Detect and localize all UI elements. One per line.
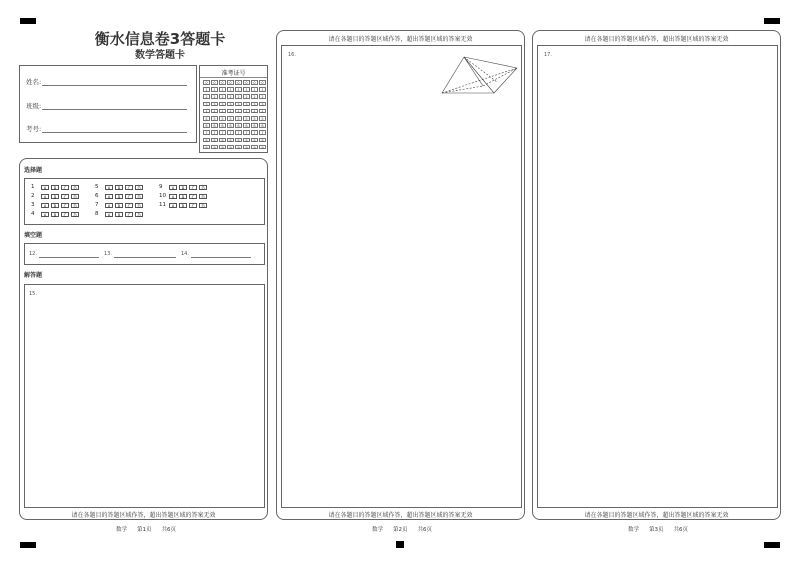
pyramid-figure [437, 52, 521, 102]
exam-no-field[interactable] [42, 132, 187, 133]
choice-question-number: 8 [95, 211, 99, 217]
ticket-digit-bubble[interactable]: 8 [203, 138, 210, 143]
ticket-digit-bubble[interactable]: 8 [227, 138, 234, 143]
ticket-digit-bubble[interactable]: 8 [251, 138, 258, 143]
fill-question-12: 12. [29, 251, 37, 257]
choice-option-bubble[interactable]: A [169, 185, 177, 190]
warning-text-page2-bottom: 请在各题目的答题区域作答，超出答题区域的答案无效 [328, 512, 473, 519]
choice-option-bubble[interactable]: A [41, 212, 49, 217]
ticket-digit-bubble[interactable]: 0 [227, 80, 234, 85]
choice-option-bubble[interactable]: A [41, 203, 49, 208]
ticket-digit-bubble[interactable]: 8 [219, 138, 226, 143]
ticket-digit-bubble[interactable]: 4 [235, 109, 242, 114]
choice-option-bubble[interactable]: B [51, 203, 59, 208]
question-16-number: 16. [288, 52, 296, 58]
choice-option-bubble[interactable]: A [105, 212, 113, 217]
choice-option-bubble[interactable]: D [71, 212, 79, 217]
fill-answer-box [24, 243, 265, 265]
warning-text-page3-top: 请在各题目的答题区域作答，超出答题区域的答案无效 [584, 36, 729, 43]
ticket-digit-bubble[interactable]: 5 [219, 116, 226, 121]
ticket-digit-bubble[interactable]: 1 [203, 87, 210, 92]
choice-option-bubble[interactable]: C [125, 212, 133, 217]
choice-option-bubble[interactable]: B [179, 203, 187, 208]
exam-no-label: 考号: [26, 125, 42, 133]
question-15-number: 15. [29, 291, 37, 297]
footer-total-pages: 共6页 [673, 527, 689, 533]
fill-question-13: 13. [104, 251, 112, 257]
ticket-digit-bubble[interactable]: 1 [227, 87, 234, 92]
choice-question-11 [159, 202, 209, 208]
fill-answer-14[interactable] [191, 257, 251, 258]
ticket-digit-bubble[interactable]: 9 [251, 145, 258, 150]
choice-question-number: 4 [31, 211, 35, 217]
ticket-digit-bubble[interactable]: 2 [211, 94, 218, 99]
warning-text-page3-bottom: 请在各题目的答题区域作答，超出答题区域的答案无效 [584, 512, 729, 519]
ticket-digit-bubble[interactable]: 9 [203, 145, 210, 150]
ticket-digit-bubble[interactable]: 3 [251, 102, 258, 107]
ticket-digit-bubble[interactable]: 4 [203, 109, 210, 114]
fill-answer-13[interactable] [114, 257, 176, 258]
ticket-digit-bubble[interactable]: 4 [211, 109, 218, 114]
choice-option-bubble[interactable]: C [61, 185, 69, 190]
ticket-number-box [199, 65, 268, 153]
choice-question-number: 6 [95, 193, 99, 199]
warning-text-page1: 请在各题目的答题区域作答，超出答题区域的答案无效 [71, 512, 216, 519]
fill-answer-12[interactable] [39, 257, 99, 258]
ticket-digit-bubble[interactable]: 8 [259, 138, 266, 143]
choice-option-bubble[interactable]: D [71, 203, 79, 208]
ticket-digit-bubble[interactable]: 9 [243, 145, 250, 150]
ticket-digit-bubble[interactable]: 1 [259, 87, 266, 92]
choice-option-bubble[interactable]: B [51, 212, 59, 217]
ticket-digit-bubble[interactable]: 2 [243, 94, 250, 99]
choice-option-bubble[interactable]: A [105, 194, 113, 199]
ticket-digit-bubble[interactable]: 6 [251, 123, 258, 128]
footer-page-number: 第2页 [393, 527, 408, 533]
choice-option-bubble[interactable]: C [61, 212, 69, 217]
choice-option-bubble[interactable]: B [179, 194, 187, 199]
ticket-digit-bubble[interactable]: 4 [227, 109, 234, 114]
ticket-digit-bubble[interactable]: 3 [227, 102, 234, 107]
choice-question-6 [95, 193, 145, 199]
sheet-title: 衡水信息卷3答题卡 [94, 30, 226, 48]
ticket-digit-bubble[interactable]: 0 [219, 80, 226, 85]
ticket-digit-bubble[interactable]: 4 [243, 109, 250, 114]
ticket-digit-bubble[interactable]: 0 [259, 80, 266, 85]
choice-answer-box [24, 178, 265, 225]
choice-section-title: 选择题 [24, 167, 43, 174]
choice-option-bubble[interactable]: C [125, 194, 133, 199]
ticket-digit-bubble[interactable]: 0 [235, 80, 242, 85]
choice-question-4 [31, 211, 81, 217]
ticket-digit-bubble[interactable]: 7 [203, 130, 210, 135]
ticket-number-title: 准考证号 [221, 70, 246, 77]
answer-box-17[interactable] [537, 45, 778, 508]
ticket-digit-bubble[interactable]: 2 [227, 94, 234, 99]
choice-option-bubble[interactable]: B [179, 185, 187, 190]
choice-option-bubble[interactable]: D [135, 203, 143, 208]
choice-question-9 [159, 184, 209, 190]
choice-option-bubble[interactable]: B [115, 212, 123, 217]
ticket-digit-bubble[interactable]: 2 [219, 94, 226, 99]
ticket-digit-bubble[interactable]: 6 [235, 123, 242, 128]
ticket-digit-bubble[interactable]: 2 [259, 94, 266, 99]
ticket-digit-bubble[interactable]: 2 [203, 94, 210, 99]
fill-question-14: 14. [181, 251, 189, 257]
ticket-digit-bubble[interactable]: 5 [227, 116, 234, 121]
ticket-digit-bubble[interactable]: 5 [203, 116, 210, 121]
ticket-digit-bubble[interactable]: 0 [243, 80, 250, 85]
choice-option-bubble[interactable]: D [199, 194, 207, 199]
ticket-digit-bubble[interactable]: 9 [211, 145, 218, 150]
choice-question-number: 10 [159, 193, 166, 199]
ticket-digit-bubble[interactable]: 5 [211, 116, 218, 121]
answer-box-15[interactable] [24, 284, 265, 508]
choice-option-bubble[interactable]: A [105, 185, 113, 190]
footer-subject: 数学 [372, 527, 384, 533]
ticket-digit-bubble[interactable]: 3 [259, 102, 266, 107]
choice-question-7 [95, 202, 145, 208]
choice-question-number: 5 [95, 184, 99, 190]
choice-option-bubble[interactable]: C [189, 203, 197, 208]
choice-option-bubble[interactable]: D [71, 185, 79, 190]
ticket-digit-bubble[interactable]: 6 [203, 123, 210, 128]
choice-option-bubble[interactable]: A [41, 194, 49, 199]
ticket-digit-bubble[interactable]: 7 [243, 130, 250, 135]
choice-question-number: 3 [31, 202, 35, 208]
choice-option-bubble[interactable]: D [199, 185, 207, 190]
ticket-digit-bubble[interactable]: 6 [243, 123, 250, 128]
ticket-digit-bubble[interactable]: 9 [259, 145, 266, 150]
ticket-digit-bubble[interactable]: 8 [243, 138, 250, 143]
ticket-digit-bubble[interactable]: 1 [235, 87, 242, 92]
registration-mark-top-left [20, 18, 36, 24]
choice-option-bubble[interactable]: B [115, 194, 123, 199]
ticket-digit-bubble[interactable]: 3 [203, 102, 210, 107]
choice-question-number: 7 [95, 202, 99, 208]
choice-option-bubble[interactable]: D [135, 194, 143, 199]
ticket-digit-bubble[interactable]: 6 [259, 123, 266, 128]
choice-option-bubble[interactable]: D [71, 194, 79, 199]
footer-total-pages: 共6页 [161, 527, 177, 533]
choice-option-bubble[interactable]: A [169, 194, 177, 199]
choice-question-number: 9 [159, 184, 163, 190]
answer-section-title: 解答题 [24, 272, 43, 279]
choice-option-bubble[interactable]: C [125, 185, 133, 190]
ticket-digit-bubble[interactable]: 7 [259, 130, 266, 135]
choice-option-bubble[interactable]: D [135, 212, 143, 217]
choice-option-bubble[interactable]: A [169, 203, 177, 208]
choice-option-bubble[interactable]: A [41, 185, 49, 190]
choice-option-bubble[interactable]: C [189, 185, 197, 190]
ticket-digit-bubble[interactable]: 6 [211, 123, 218, 128]
ticket-digit-bubble[interactable]: 7 [251, 130, 258, 135]
ticket-digit-bubble[interactable]: 1 [251, 87, 258, 92]
ticket-digit-bubble[interactable]: 0 [251, 80, 258, 85]
ticket-digit-bubble[interactable]: 8 [235, 138, 242, 143]
choice-option-bubble[interactable]: B [51, 185, 59, 190]
footer-page1 [116, 525, 186, 533]
registration-mark-bottom-left [20, 542, 36, 548]
ticket-digit-bubble[interactable]: 4 [219, 109, 226, 114]
choice-option-bubble[interactable]: D [135, 185, 143, 190]
ticket-digit-bubble[interactable]: 2 [235, 94, 242, 99]
ticket-digit-bubble[interactable]: 9 [227, 145, 234, 150]
ticket-digit-bubble[interactable]: 0 [211, 80, 218, 85]
ticket-digit-bubble[interactable]: 3 [235, 102, 242, 107]
ticket-digit-bubble[interactable]: 9 [219, 145, 226, 150]
question-17-number: 17. [544, 52, 552, 58]
ticket-digit-bubble[interactable]: 4 [251, 109, 258, 114]
choice-question-10 [159, 193, 209, 199]
ticket-digit-bubble[interactable]: 5 [251, 116, 258, 121]
ticket-digit-bubble[interactable]: 2 [251, 94, 258, 99]
choice-question-1 [31, 184, 81, 190]
ticket-digit-bubble[interactable]: 7 [227, 130, 234, 135]
choice-option-bubble[interactable]: C [189, 194, 197, 199]
ticket-digit-bubble[interactable]: 1 [243, 87, 250, 92]
footer-page3 [628, 525, 698, 533]
choice-option-bubble[interactable]: C [61, 194, 69, 199]
ticket-digit-bubble[interactable]: 6 [219, 123, 226, 128]
answer-box-16[interactable] [281, 45, 522, 508]
fill-section-title: 填空题 [24, 232, 43, 239]
ticket-digit-bubble[interactable]: 0 [203, 80, 210, 85]
choice-option-bubble[interactable]: C [125, 203, 133, 208]
footer-subject: 数学 [116, 527, 128, 533]
ticket-digit-bubble[interactable]: 5 [259, 116, 266, 121]
ticket-digit-bubble[interactable]: 7 [211, 130, 218, 135]
choice-option-bubble[interactable]: D [199, 203, 207, 208]
ticket-digit-bubble[interactable]: 5 [243, 116, 250, 121]
choice-question-3 [31, 202, 81, 208]
class-field[interactable] [42, 109, 187, 110]
answer-panel-page1 [19, 158, 268, 520]
footer-page-number: 第1页 [137, 527, 152, 533]
registration-mark-bottom-center [396, 541, 404, 548]
ticket-digit-bubble[interactable]: 4 [259, 109, 266, 114]
ticket-digit-bubble[interactable]: 3 [243, 102, 250, 107]
choice-option-bubble[interactable]: A [105, 203, 113, 208]
class-label: 班级: [26, 102, 42, 110]
choice-question-number: 2 [31, 193, 35, 199]
ticket-digit-bubble[interactable]: 1 [219, 87, 226, 92]
footer-page2 [372, 525, 442, 533]
ticket-digit-bubble[interactable]: 7 [235, 130, 242, 135]
choice-option-bubble[interactable]: B [115, 203, 123, 208]
answer-panel-page3 [532, 30, 781, 520]
footer-page-number: 第3页 [649, 527, 664, 533]
name-field[interactable] [42, 85, 187, 86]
ticket-digit-bubble[interactable]: 5 [235, 116, 242, 121]
choice-option-bubble[interactable]: B [115, 185, 123, 190]
footer-subject: 数学 [628, 527, 640, 533]
ticket-digit-bubble[interactable]: 3 [211, 102, 218, 107]
answer-panel-page2 [276, 30, 525, 520]
ticket-digit-bubble[interactable]: 8 [211, 138, 218, 143]
name-label: 姓名: [26, 78, 42, 86]
ticket-digit-bubble[interactable]: 6 [227, 123, 234, 128]
ticket-digit-bubble[interactable]: 7 [219, 130, 226, 135]
sheet-subtitle: 数学答题卡 [135, 50, 185, 61]
registration-mark-top-right [764, 18, 780, 24]
choice-question-2 [31, 193, 81, 199]
choice-question-5 [95, 184, 145, 190]
choice-question-8 [95, 211, 145, 217]
footer-total-pages: 共6页 [417, 527, 433, 533]
choice-question-number: 1 [31, 184, 35, 190]
warning-text-page2-top: 请在各题目的答题区域作答，超出答题区域的答案无效 [328, 36, 473, 43]
choice-question-number: 11 [159, 202, 166, 208]
ticket-digit-bubble[interactable]: 9 [235, 145, 242, 150]
student-info-box [19, 65, 197, 143]
choice-option-bubble[interactable]: B [51, 194, 59, 199]
ticket-digit-bubble[interactable]: 3 [219, 102, 226, 107]
registration-mark-bottom-right [764, 542, 780, 548]
ticket-digit-bubble[interactable]: 1 [211, 87, 218, 92]
choice-option-bubble[interactable]: C [61, 203, 69, 208]
